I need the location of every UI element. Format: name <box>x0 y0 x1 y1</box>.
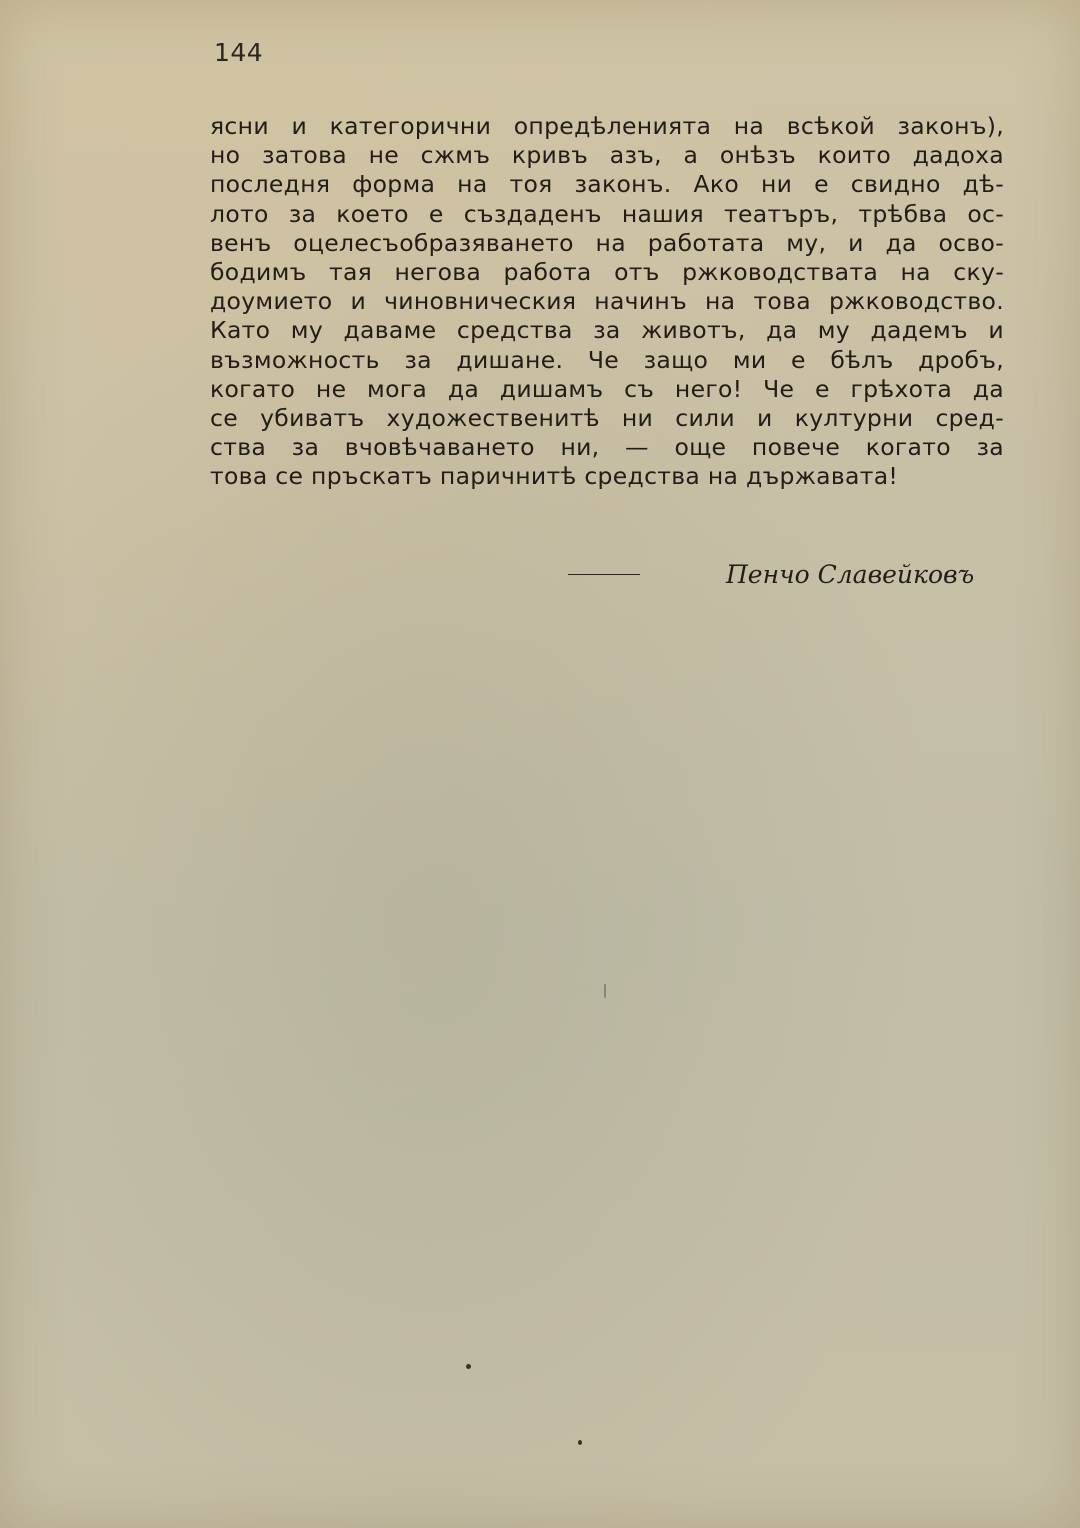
text-line: но затова не сжмъ кривъ азъ, а онѣзъ които дадоха <box>210 141 1004 170</box>
signature-block <box>568 558 988 598</box>
text-line: ясни и категорични опредѣленията на всѣкой законъ), <box>210 112 1004 140</box>
ink-speck <box>604 984 606 998</box>
text-line: възможность за дишане. Че защо ми е бѣлъ дробъ, <box>210 345 1004 374</box>
text-line: бодимъ тая негова работа отъ ржководствата на ску- <box>210 257 1004 286</box>
text-line: когато не мога да дишамъ съ него! Че е грѣхота да <box>210 374 1004 403</box>
author-signature: Пенчо Славейковъ <box>726 560 975 589</box>
text-line: доумието и чиновническия начинъ на това ржководство. <box>210 287 1004 316</box>
text-line: ства за вчовѣчаването ни, — още повече когато за <box>210 433 1004 462</box>
text-line: Като му даваме средства за животъ, да му дадемъ и <box>210 316 1004 345</box>
text-line: лото за което е създаденъ нашия театъръ, трѣбва ос- <box>210 199 1004 228</box>
text-line: последня форма на тоя законъ. Ако ни е свидно дѣ- <box>210 170 1004 199</box>
ink-speck <box>466 1364 471 1369</box>
dash-rule <box>568 574 640 575</box>
ink-speck <box>578 1440 582 1445</box>
body-text <box>210 112 1004 491</box>
page-number: 144 <box>214 38 264 67</box>
text-line-last: това се пръскатъ паричнитѣ средства на държавата! <box>210 462 899 491</box>
text-line: венъ оцелесъобразяването на работата му, и да осво- <box>210 228 1004 257</box>
text-line: се убиватъ художественитѣ ни сили и културни сред- <box>210 403 1004 432</box>
